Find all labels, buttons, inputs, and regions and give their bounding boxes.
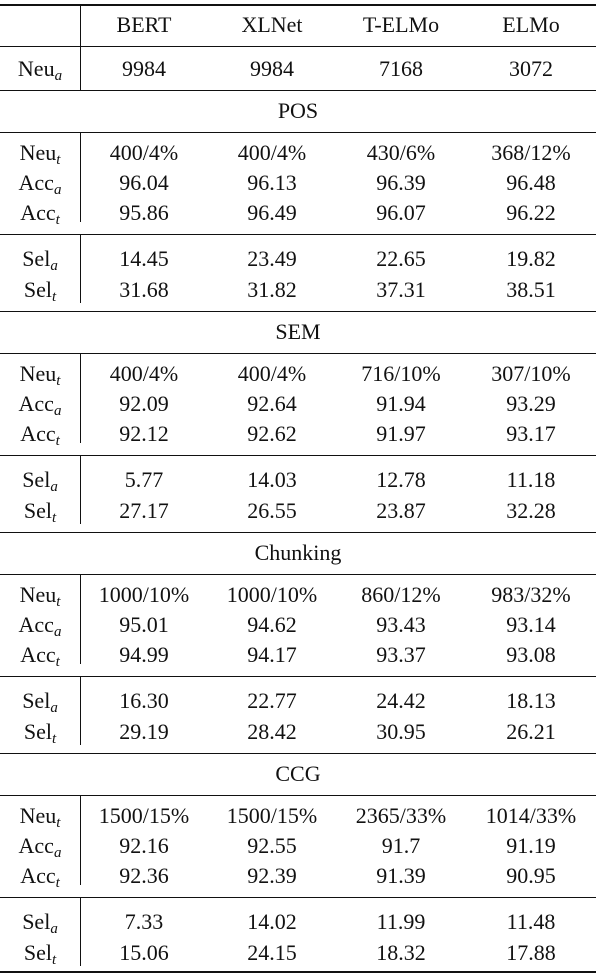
table-cell-elmo: 368/12% (491, 140, 571, 165)
row-label-text: Acc (20, 200, 56, 225)
section-title: Chunking (254, 540, 342, 565)
table-cell-bert: 92.09 (119, 391, 169, 416)
table-cell-elmo: 93.14 (506, 612, 556, 637)
table-cell-xlnet: 14.03 (247, 467, 297, 492)
horizontal-rule (0, 311, 596, 312)
table-cell-t-elmo: 91.97 (376, 421, 426, 446)
table-cell-t-elmo: 91.94 (376, 391, 426, 416)
table-cell-xlnet: 23.49 (247, 246, 297, 271)
row-label (0, 55, 80, 83)
table-cell-elmo: 11.18 (506, 467, 556, 492)
row-label (0, 641, 80, 669)
table-cell-xlnet: 96.13 (247, 170, 297, 195)
row-label-text: Sel (23, 498, 52, 523)
row-label-subscript: a (50, 700, 58, 716)
table-cell-xlnet: 400/4% (237, 361, 307, 386)
row-label (0, 908, 80, 936)
row-label (0, 862, 80, 890)
header-elmo: ELMo (502, 12, 560, 37)
header-t-elmo: T-ELMo (362, 12, 440, 37)
horizontal-rule (0, 676, 596, 677)
table-cell-xlnet: 31.82 (247, 277, 297, 302)
table-cell-xlnet: 92.39 (247, 863, 297, 888)
table-cell-t-elmo: 37.31 (376, 277, 426, 302)
horizontal-rule (0, 90, 596, 91)
row-label (0, 390, 80, 418)
table-cell-xlnet: 26.55 (247, 498, 297, 523)
row-label-subscript: t (56, 815, 61, 831)
table-cell-t-elmo: 93.37 (376, 642, 426, 667)
horizontal-rule (0, 353, 596, 354)
row-label-text: Sel (23, 719, 52, 744)
row-label-subscript: t (51, 731, 57, 747)
row-label-subscript: t (56, 594, 61, 610)
table-cell-t-elmo: 12.78 (376, 467, 426, 492)
table-cell-bert: 95.86 (119, 200, 169, 225)
row-label-subscript: t (55, 875, 60, 891)
row-label-text: Sel (22, 246, 51, 271)
section-title: SEM (275, 319, 321, 344)
table-cell-bert: 15.06 (119, 940, 169, 965)
table-cell-t-elmo: 93.43 (376, 612, 426, 637)
table-bottom-rule (0, 971, 596, 973)
table-cell-bert: 400/4% (109, 140, 179, 165)
table-cell-bert: 1500/15% (98, 803, 190, 828)
row-label-subscript: t (55, 433, 60, 449)
row-label-text: Acc (20, 863, 56, 888)
table-cell-t-elmo: 2365/33% (355, 803, 447, 828)
table-cell-t-elmo: 30.95 (376, 719, 426, 744)
row-label-subscript: a (53, 403, 62, 419)
row-label-text: Acc (18, 391, 54, 416)
row-label-subscript: t (51, 510, 57, 526)
table-cell-xlnet: 94.17 (247, 642, 297, 667)
row-label-subscript: a (50, 479, 58, 495)
table-cell-bert: 7.33 (124, 909, 164, 934)
horizontal-rule (0, 455, 596, 456)
header-xlnet: XLNet (241, 12, 303, 37)
table-cell-t-elmo: 11.99 (376, 909, 426, 934)
row-label (0, 939, 80, 967)
row-label-subscript: a (53, 845, 62, 861)
table-cell-xlnet: 96.49 (247, 200, 297, 225)
row-label-text: Acc (18, 833, 54, 858)
row-label (0, 718, 80, 746)
row-label-subscript: a (50, 258, 58, 274)
row-label (0, 497, 80, 525)
row-label (0, 687, 80, 715)
row-label-subscript: a (54, 68, 63, 84)
table-cell-t-elmo: 860/12% (361, 582, 441, 607)
section-title: CCG (275, 761, 321, 786)
row-label-text: Sel (22, 467, 51, 492)
table-cell-elmo: 38.51 (506, 277, 556, 302)
row-label-subscript: t (56, 373, 61, 389)
row-label (0, 466, 80, 494)
table-cell-elmo: 90.95 (506, 863, 556, 888)
row-label-text: Acc (18, 170, 54, 195)
table-cell-xlnet: 92.55 (247, 833, 297, 858)
row-label-subscript: t (56, 152, 61, 168)
header-bert: BERT (116, 12, 172, 37)
table-cell-xlnet: 14.02 (247, 909, 297, 934)
table-cell-elmo: 93.08 (506, 642, 556, 667)
row-label (0, 802, 80, 830)
table-cell-bert: 94.99 (119, 642, 169, 667)
table-cell-bert: 27.17 (119, 498, 169, 523)
row-label-text: Sel (23, 940, 52, 965)
table-cell-bert: 14.45 (119, 246, 169, 271)
table-cell-elmo: 983/32% (491, 582, 571, 607)
table-cell-xlnet: 24.15 (247, 940, 297, 965)
table-cell-elmo: 11.48 (506, 909, 556, 934)
table-cell-elmo: 307/10% (491, 361, 571, 386)
table-cell-bert: 92.36 (119, 863, 169, 888)
table-cell-t-elmo: 24.42 (376, 688, 426, 713)
table-cell-xlnet: 400/4% (237, 140, 307, 165)
row-label (0, 199, 80, 227)
table-cell-xlnet: 92.64 (247, 391, 297, 416)
row-label (0, 581, 80, 609)
neu-a-elmo: 3072 (509, 56, 553, 81)
header-rule (0, 46, 596, 47)
table-cell-xlnet: 22.77 (247, 688, 297, 713)
row-label-text: Sel (22, 688, 51, 713)
table-cell-t-elmo: 23.87 (376, 498, 426, 523)
row-label-text: Neu (17, 56, 55, 81)
row-label-subscript: a (50, 921, 58, 937)
table-cell-t-elmo: 91.39 (376, 863, 426, 888)
row-label (0, 169, 80, 197)
row-label-text: Sel (23, 277, 52, 302)
neu-a-t-elmo: 7168 (379, 56, 423, 81)
row-label-subscript: t (51, 952, 57, 968)
row-label-text: Acc (18, 612, 54, 637)
row-label-text: Acc (20, 642, 56, 667)
table-cell-bert: 400/4% (109, 361, 179, 386)
row-label (0, 245, 80, 273)
table-cell-bert: 92.12 (119, 421, 169, 446)
table-cell-xlnet: 94.62 (247, 612, 297, 637)
horizontal-rule (0, 795, 596, 796)
table-cell-elmo: 93.17 (506, 421, 556, 446)
table-cell-bert: 31.68 (119, 277, 169, 302)
neu-a-xlnet: 9984 (250, 56, 294, 81)
horizontal-rule (0, 132, 596, 133)
section-title: POS (277, 98, 319, 123)
table-cell-elmo: 19.82 (506, 246, 556, 271)
table-top-rule (0, 4, 596, 6)
row-label-text: Neu (19, 361, 57, 386)
horizontal-rule (0, 753, 596, 754)
table-cell-t-elmo: 18.32 (376, 940, 426, 965)
table-cell-t-elmo: 430/6% (366, 140, 436, 165)
table-cell-elmo: 1014/33% (485, 803, 577, 828)
horizontal-rule (0, 897, 596, 898)
neu-a-bert: 9984 (122, 56, 166, 81)
table-cell-elmo: 32.28 (506, 498, 556, 523)
row-label-subscript: a (53, 624, 62, 640)
table-cell-bert: 96.04 (119, 170, 169, 195)
table-cell-t-elmo: 96.07 (376, 200, 426, 225)
table-cell-elmo: 18.13 (506, 688, 556, 713)
table-cell-xlnet: 92.62 (247, 421, 297, 446)
table-cell-bert: 95.01 (119, 612, 169, 637)
table-cell-xlnet: 1500/15% (226, 803, 318, 828)
row-label (0, 139, 80, 167)
table-cell-xlnet: 28.42 (247, 719, 297, 744)
row-label-text: Acc (20, 421, 56, 446)
table-cell-bert: 5.77 (124, 467, 164, 492)
row-label-subscript: t (55, 212, 60, 228)
row-label-text: Sel (22, 909, 51, 934)
horizontal-rule (0, 574, 596, 575)
table-cell-elmo: 26.21 (506, 719, 556, 744)
table-cell-bert: 29.19 (119, 719, 169, 744)
row-label-text: Neu (19, 582, 57, 607)
row-label (0, 276, 80, 304)
table-cell-elmo: 93.29 (506, 391, 556, 416)
table-cell-t-elmo: 91.7 (381, 833, 421, 858)
table-cell-elmo: 96.48 (506, 170, 556, 195)
table-cell-elmo: 17.88 (506, 940, 556, 965)
row-label-subscript: t (51, 289, 57, 305)
table-cell-elmo: 96.22 (506, 200, 556, 225)
row-label-subscript: t (55, 654, 60, 670)
horizontal-rule (0, 234, 596, 235)
row-label (0, 611, 80, 639)
table-cell-bert: 16.30 (119, 688, 169, 713)
row-label-text: Neu (19, 140, 57, 165)
table-cell-bert: 1000/10% (98, 582, 190, 607)
horizontal-rule (0, 532, 596, 533)
table-cell-elmo: 91.19 (506, 833, 556, 858)
row-label (0, 832, 80, 860)
row-label (0, 420, 80, 448)
row-label-text: Neu (19, 803, 57, 828)
table-cell-t-elmo: 716/10% (361, 361, 441, 386)
table-cell-xlnet: 1000/10% (226, 582, 318, 607)
table-cell-t-elmo: 96.39 (376, 170, 426, 195)
table-cell-bert: 92.16 (119, 833, 169, 858)
table-cell-t-elmo: 22.65 (376, 246, 426, 271)
row-label-subscript: a (53, 182, 62, 198)
row-label (0, 360, 80, 388)
